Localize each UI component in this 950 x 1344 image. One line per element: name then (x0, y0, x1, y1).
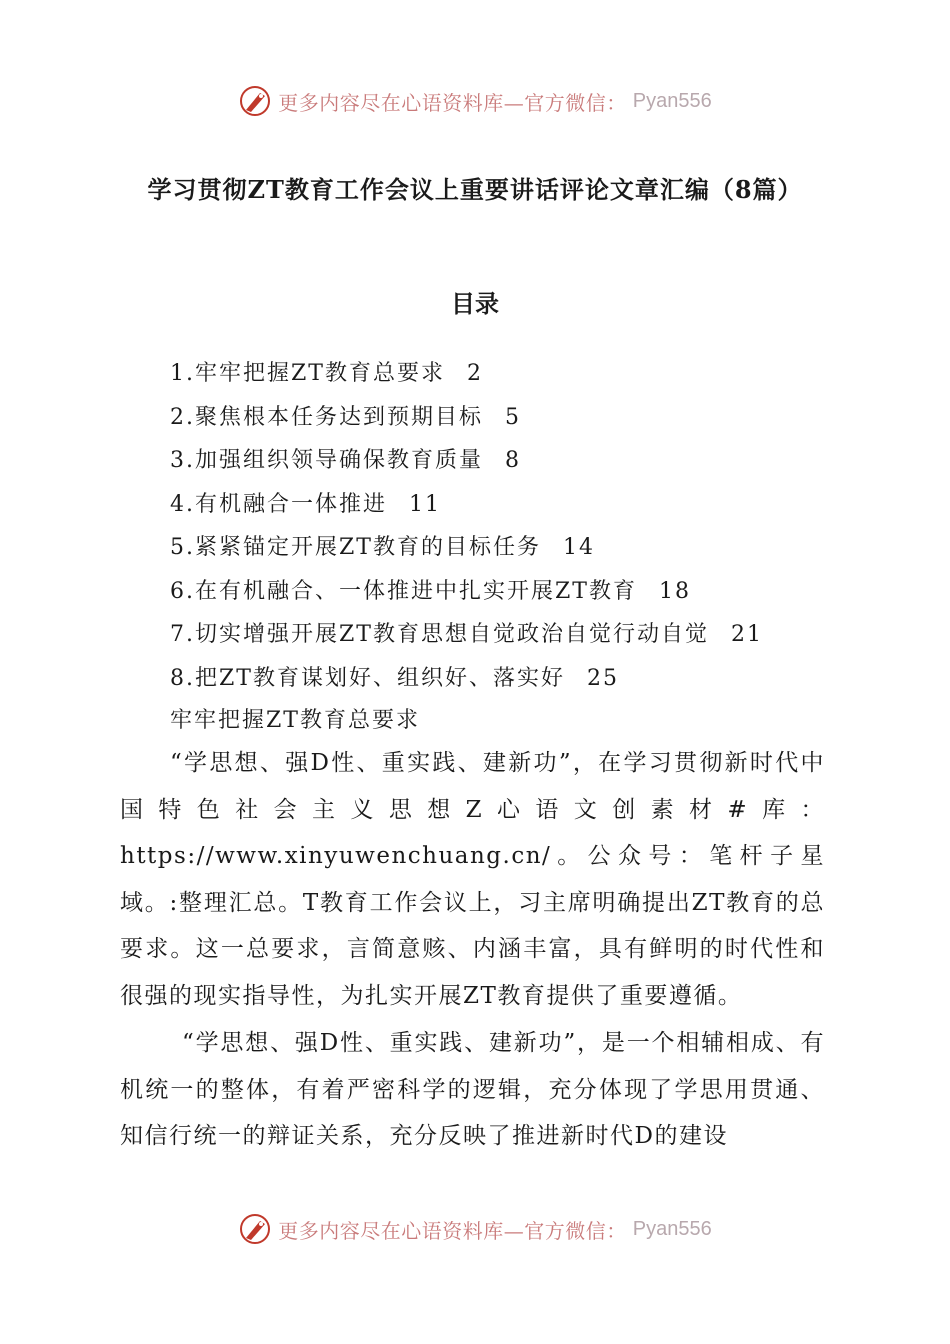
body-paragraph: “学思想、强D性、重实践、建新功”，在学习贯彻新时代中国特色社会主义思想Z心语文创素材#库：https://www.xinyuwenchuang.cn/。公众号：笔杆子星域。:整理汇总。T教育工作会议上，习主席明确提出ZT教育的总要求。这一总要求，言简意赅、内涵丰富，具有鲜明的时代性和很强的现实指导性，为扎实开展ZT教育提供了重要遵循。 (120, 750, 825, 1009)
toc-item[interactable] (170, 352, 763, 396)
toc-item-page: 18 (658, 578, 691, 604)
toc-item-label: 8.把ZT教育谋划好、组织好、落实好 (170, 665, 565, 691)
toc-item-page: 25 (586, 665, 619, 691)
banner-text: 更多内容尽在心语资料库—官方微信： (278, 1218, 627, 1243)
toc-item-label: 2.聚焦根本任务达到预期目标 (170, 404, 483, 430)
toc-item[interactable] (170, 483, 763, 527)
toc-item-label: 5.紧紧锚定开展ZT教育的目标任务 (170, 535, 541, 560)
toc-item[interactable] (170, 396, 763, 440)
toc-item-label: 7.切实增强开展ZT教育思想自觉政治自觉行动自觉 (170, 622, 709, 647)
toc-item-label: 1.牢牢把握ZT教育总要求 (170, 361, 445, 386)
header-watermark-banner (0, 84, 950, 118)
pen-nib-icon (238, 84, 272, 118)
footer-watermark-banner (0, 1212, 950, 1246)
toc-item[interactable] (170, 439, 763, 483)
table-of-contents (170, 352, 763, 700)
toc-item[interactable] (170, 657, 763, 701)
toc-item-page: 5 (505, 404, 521, 430)
section-title: 牢牢把握ZT教育总要求 (170, 708, 420, 733)
toc-item[interactable] (170, 613, 763, 657)
banner-text: 更多内容尽在心语资料库—官方微信： (278, 90, 627, 115)
toc-item-page: 11 (409, 491, 441, 517)
toc-item-label: 6.在有机融合、一体推进中扎实开展ZT教育 (170, 578, 637, 604)
pen-nib-icon (238, 1212, 272, 1246)
banner-wechat-id: Pyan556 (632, 1217, 712, 1240)
toc-item-page: 8 (505, 448, 521, 473)
toc-heading: 目录 (451, 289, 499, 318)
toc-item[interactable] (170, 526, 763, 570)
body-paragraph: “学思想、强D性、重实践、建新功”，是一个相辅相成、有机统一的整体，有着严密科学的逻辑，充分体现了学思用贯通、知信行统一的辩证关系，充分反映了推进新时代D的建设 (120, 1030, 825, 1149)
toc-item-label: 4.有机融合一体推进 (170, 491, 387, 517)
document-title: 学习贯彻ZT教育工作会议上重要讲话评论文章汇编（8篇） (147, 175, 803, 204)
toc-item-page: 2 (466, 361, 483, 386)
toc-item-label: 3.加强组织领导确保教育质量 (170, 448, 483, 473)
banner-wechat-id: Pyan556 (632, 89, 712, 112)
toc-item-page: 21 (730, 622, 763, 647)
toc-item[interactable] (170, 570, 763, 614)
toc-item-page: 14 (562, 535, 595, 560)
